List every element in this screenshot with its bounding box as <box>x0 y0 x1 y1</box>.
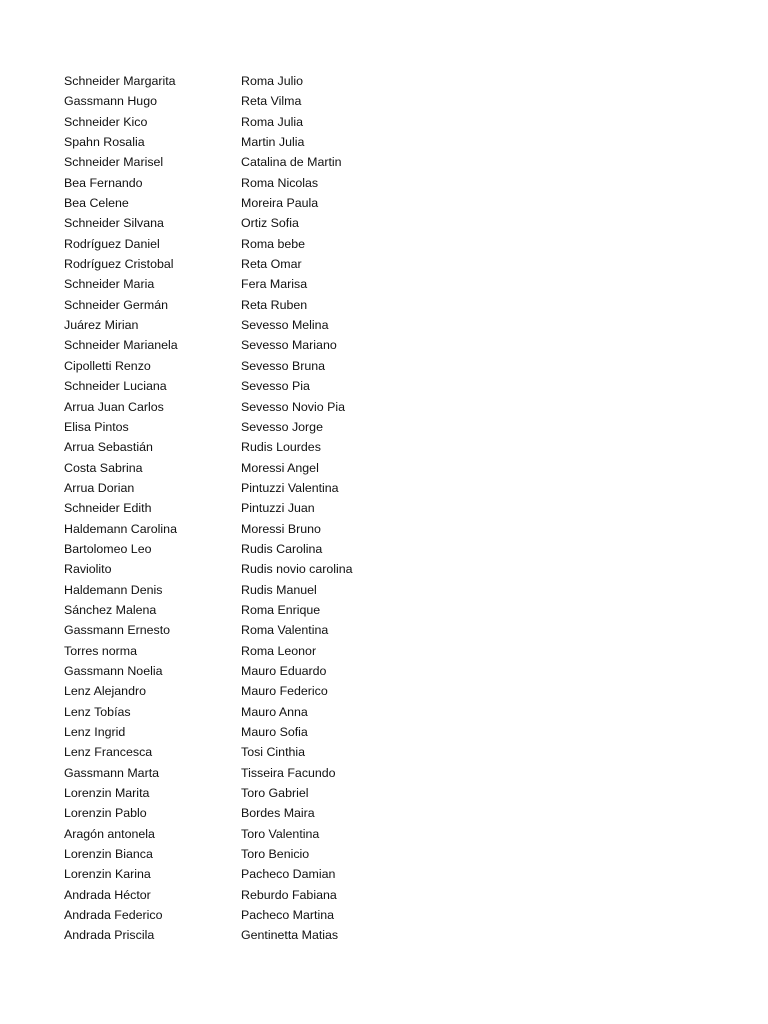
name-entry: Bea Fernando <box>64 175 143 190</box>
name-entry: Arrua Dorian <box>64 480 135 495</box>
name-entry: Spahn Rosalia <box>64 135 145 150</box>
name-entry: Rudis novio carolina <box>241 562 353 577</box>
name-entry: Roma Julio <box>241 74 303 88</box>
name-entry: Sevesso Melina <box>241 318 329 333</box>
name-entry: Schneider Marianela <box>64 338 178 353</box>
name-entry: Reta Vilma <box>241 94 302 109</box>
name-column-left <box>64 71 234 946</box>
name-entry: Torres norma <box>64 643 137 658</box>
name-entry: Bartolomeo Leo <box>64 541 152 556</box>
name-entry: Bea Celene <box>64 196 129 211</box>
name-entry: Pacheco Martina <box>241 908 334 923</box>
name-entry: Roma Julia <box>241 114 303 129</box>
name-entry: Moressi Bruno <box>241 521 321 536</box>
name-entry: Arrua Juan Carlos <box>64 399 164 414</box>
name-entry: Lorenzin Pablo <box>64 806 147 821</box>
name-entry: Mauro Eduardo <box>241 663 327 678</box>
name-entry: Sevesso Novio Pia <box>241 399 345 414</box>
name-entry: Martin Julia <box>241 135 305 150</box>
name-entry: Andrada Héctor <box>64 887 151 902</box>
name-entry: Raviolito <box>64 562 112 577</box>
name-entry: Aragón antonela <box>64 826 155 841</box>
name-entry: Toro Gabriel <box>241 786 309 801</box>
name-entry: Cipolletti Renzo <box>64 358 151 373</box>
name-entry: Lorenzin Marita <box>64 786 150 801</box>
name-entry: Roma bebe <box>241 236 306 251</box>
name-entry: Gentinetta Matias <box>241 928 339 943</box>
name-entry: Schneider Germán <box>64 297 168 312</box>
name-entry: Sevesso Mariano <box>241 338 337 353</box>
name-entry: Tisseira Facundo <box>241 765 336 780</box>
name-entry: Tosi Cinthia <box>241 745 306 760</box>
name-entry: Ortiz Sofia <box>241 216 299 231</box>
name-entry: Andrada Federico <box>64 908 163 923</box>
name-entry: Arrua Sebastián <box>64 440 153 455</box>
name-entry: Sánchez Malena <box>64 602 157 617</box>
name-entry: Roma Nicolas <box>241 175 319 190</box>
name-entry: Pintuzzi Juan <box>241 501 315 516</box>
name-column-right <box>241 71 441 946</box>
name-entry: Rudis Lourdes <box>241 440 321 455</box>
name-entry: Schneider Marisel <box>64 155 164 170</box>
name-entry: Lenz Tobías <box>64 704 131 719</box>
name-entry: Elisa Pintos <box>64 419 129 434</box>
name-entry: Rodríguez Cristobal <box>64 257 174 272</box>
name-entry: Reta Omar <box>241 257 302 272</box>
name-entry: Schneider Kico <box>64 114 148 129</box>
name-entry: Costa Sabrina <box>64 460 143 475</box>
name-entry: Sevesso Bruna <box>241 358 326 373</box>
name-entry: Lenz Alejandro <box>64 684 146 699</box>
name-entry: Schneider Margarita <box>64 74 176 88</box>
name-entry: Mauro Anna <box>241 704 308 719</box>
name-entry: Toro Benicio <box>241 847 310 862</box>
name-entry: Reta Ruben <box>241 297 308 312</box>
name-entry: Toro Valentina <box>241 826 320 841</box>
name-entry: Sevesso Jorge <box>241 419 323 434</box>
name-entry: Lenz Ingrid <box>64 725 126 739</box>
name-entry: Lorenzin Karina <box>64 867 151 882</box>
name-entry: Lenz Francesca <box>64 745 153 760</box>
name-entry: Gassmann Marta <box>64 765 160 780</box>
name-entry: Mauro Sofia <box>241 725 308 739</box>
name-entry: Schneider Luciana <box>64 379 167 394</box>
name-entry: Lorenzin Bianca <box>64 847 153 862</box>
name-entry: Sevesso Pia <box>241 379 310 394</box>
name-entry: Rudis Manuel <box>241 582 317 597</box>
name-entry: Moressi Angel <box>241 460 319 475</box>
name-entry: Schneider Silvana <box>64 216 164 231</box>
name-entry: Pacheco Damian <box>241 867 336 882</box>
name-entry: Catalina de Martin <box>241 155 342 170</box>
name-entry: Mauro Federico <box>241 684 328 699</box>
name-entry: Juárez Mirian <box>64 318 139 333</box>
name-entry: Haldemann Carolina <box>64 521 177 536</box>
name-entry: Rudis Carolina <box>241 541 323 556</box>
name-entry: Bordes Maira <box>241 806 315 821</box>
name-entry: Rodríguez Daniel <box>64 236 160 251</box>
name-entry: Roma Leonor <box>241 643 317 658</box>
name-entry: Fera Marisa <box>241 277 308 292</box>
name-entry: Andrada Priscila <box>64 928 155 943</box>
name-entry: Gassmann Ernesto <box>64 623 171 638</box>
name-entry: Moreira Paula <box>241 196 319 211</box>
name-entry: Schneider Maria <box>64 277 155 292</box>
name-entry: Roma Enrique <box>241 602 321 617</box>
name-entry: Gassmann Noelia <box>64 663 163 678</box>
name-entry: Reburdo Fabiana <box>241 887 337 902</box>
name-entry: Gassmann Hugo <box>64 94 157 109</box>
name-entry: Schneider Edith <box>64 501 152 516</box>
name-entry: Roma Valentina <box>241 623 329 638</box>
name-entry: Haldemann Denis <box>64 582 163 597</box>
name-entry: Pintuzzi Valentina <box>241 480 339 495</box>
